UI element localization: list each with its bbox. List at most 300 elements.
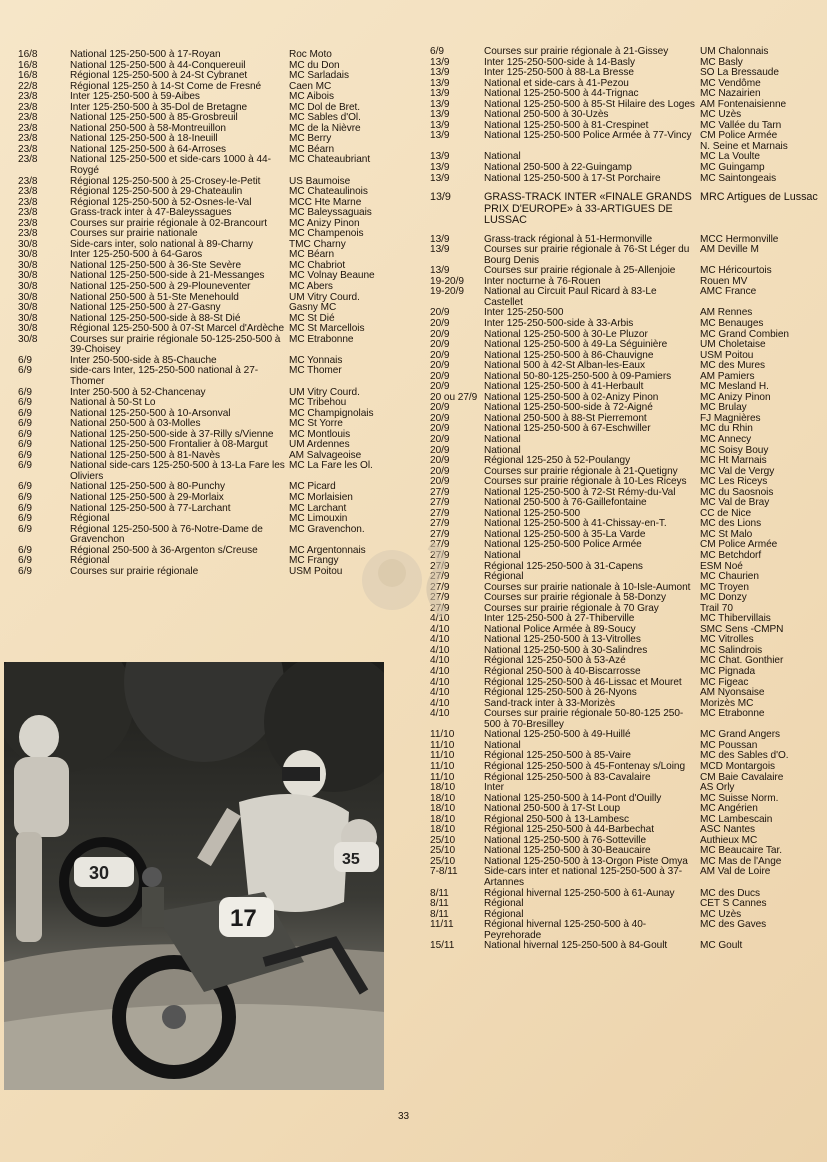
event-description: National à 50-St Lo — [70, 397, 156, 409]
event-description: Régional 125-250-500 à 24-St Cybranet — [70, 70, 248, 82]
event-date: 23/8 — [18, 133, 38, 145]
event-date: 20/9 — [430, 328, 450, 340]
event-club: MC Betchdorf — [700, 550, 762, 562]
event-club: CM Police Armée — [700, 539, 778, 551]
event-description: National 250-500 à 03-Molles — [70, 418, 201, 430]
calendar-column-left — [18, 50, 390, 577]
event-description: Inter 250-500-side à 85-Chauche — [70, 354, 217, 366]
event-club: MC du Rhin — [700, 423, 753, 435]
event-club: MCC Hte Marne — [289, 196, 362, 208]
event-club: MC Morlaisien — [289, 491, 353, 503]
event-club: MC Yonnais — [289, 354, 343, 366]
event-date: 18/10 — [430, 782, 456, 794]
event-date: 4/10 — [430, 655, 450, 667]
event-date: 4/10 — [430, 623, 450, 635]
event-description: National 125-250-500 à 30-Beaucaire — [484, 845, 651, 857]
event-club: ASC Nantes — [700, 824, 756, 836]
event-row — [430, 920, 815, 941]
event-club: MC Volnay Beaune — [289, 270, 375, 282]
event-description: National 125-250-500 à 17-St Porchaire — [484, 172, 661, 184]
event-description: Courses sur prairie régionale à 76-St Léger du Bourg Denis — [484, 244, 690, 266]
event-description: National 125-250-500 à 29-Morlaix — [70, 491, 224, 503]
event-description: Régional 125-250-500 à 45-Fontenay s/Loing — [484, 760, 686, 772]
event-description: National 125-250-500 à 81-Crespinet — [484, 119, 649, 131]
event-description: National 125-250-500 à 44-Conquereuil — [70, 59, 246, 71]
event-club: MC Angérien — [700, 803, 758, 815]
event-description: Régional 125-250-500 à 83-Cavalaire — [484, 771, 651, 783]
event-club: MC Chat. Gonthier — [700, 655, 784, 667]
event-club: MC Sarladais — [289, 70, 349, 82]
event-club: Gasny MC — [289, 302, 337, 314]
event-description: Régional 250-500 à 40-Biscarrosse — [484, 666, 641, 678]
event-description: Sand-track inter à 33-Morizès — [484, 697, 615, 709]
event-club: UM Vitry Courd. — [289, 386, 360, 398]
event-date: 13/9 — [430, 119, 450, 131]
event-row — [430, 287, 815, 308]
event-row — [18, 155, 390, 176]
event-date: 27/9 — [430, 497, 450, 509]
event-date: 13/9 — [430, 162, 450, 174]
event-club: MC St Dié — [289, 312, 335, 324]
event-row — [430, 783, 815, 794]
event-date: 25/10 — [430, 834, 456, 846]
event-description: National 125-250-500 à 14-Pont d'Ouilly — [484, 792, 662, 804]
event-date: 30/8 — [18, 238, 38, 250]
event-club: AM Nyonsaise — [700, 687, 765, 699]
event-description: National — [484, 151, 521, 163]
event-description: National 250-500 à 58-Montreuillon — [70, 122, 226, 134]
event-club: MC Suisse Norm. — [700, 792, 779, 804]
event-date: 6/9 — [18, 449, 32, 461]
event-description: National — [484, 444, 521, 456]
event-date: 20/9 — [430, 476, 450, 488]
event-date: 13/9 — [430, 98, 450, 110]
event-description: Inter 125-250-500 à 27-Thiberville — [484, 613, 635, 625]
event-description: National 125-250-500 à 85-St Hilaire des Loges — [484, 98, 695, 110]
event-club: MC Dol de Bret. — [289, 101, 361, 113]
event-description: National 125-250-500 à 30-Salindres — [484, 644, 648, 656]
event-club: MC Soisy Bouy — [700, 444, 769, 456]
event-date: 27/9 — [430, 539, 450, 551]
event-club: MC Saintongeais — [700, 172, 777, 184]
event-club: MC Champenois — [289, 228, 364, 240]
event-date: 23/8 — [18, 101, 38, 113]
event-club: MC des Ducs — [700, 887, 761, 899]
event-date: 27/9 — [430, 581, 450, 593]
event-club: MC Benauges — [700, 317, 764, 329]
event-club: MC Argentonnais — [289, 544, 366, 556]
event-club: MC Chateaubriant — [289, 154, 371, 166]
event-description: Régional 125-250-500 à 07-St Marcel d'Ardèche — [70, 323, 285, 335]
event-date: 18/10 — [430, 803, 456, 815]
event-club: MC de la Nièvre — [289, 122, 361, 134]
event-description: National 125-250-500 à 64-Arroses — [70, 143, 227, 155]
event-description: National 125-250-500 à 67-Eschwiller — [484, 423, 651, 435]
event-row — [430, 867, 815, 888]
event-date: 6/9 — [18, 428, 32, 440]
event-club: MC Troyen — [700, 581, 749, 593]
event-date: 13/9 — [430, 151, 450, 163]
event-date: 27/9 — [430, 518, 450, 530]
event-date: 18/10 — [430, 813, 456, 825]
event-description: Inter 125-250-500-side à 14-Basly — [484, 56, 635, 68]
event-row — [430, 941, 815, 952]
event-description: National 125-250-500 à 29-Plouneventer — [70, 281, 251, 293]
event-club: MC Etrabonne — [700, 708, 765, 720]
event-description: National 125-250-500 à 35-La Varde — [484, 528, 646, 540]
event-date: 16/8 — [18, 70, 38, 82]
event-description: National 125-250-500 à 77-Larchant — [70, 502, 231, 514]
bib-number-center: 17 — [230, 905, 257, 932]
event-club: Rouen MV — [700, 275, 748, 287]
event-club: MC La Voulte — [700, 151, 760, 163]
event-club: MC du Saosnois — [700, 486, 774, 498]
event-date: 30/8 — [18, 259, 38, 271]
event-club: MC St Marcellois — [289, 323, 365, 335]
event-date: 13/9 — [430, 88, 450, 100]
event-description: Régional 125-250 à 14-St Come de Fresné — [70, 80, 262, 92]
event-row — [430, 762, 815, 773]
event-date: 20/9 — [430, 402, 450, 414]
event-date: 6/9 — [18, 544, 32, 556]
event-date: 11/10 — [430, 760, 455, 772]
event-club: MC Vallée du Tarn — [700, 119, 782, 131]
event-club: CC de Nice — [700, 507, 752, 519]
event-date: 6/9 — [18, 523, 32, 535]
event-date: 27/9 — [430, 571, 450, 583]
event-row — [18, 366, 390, 387]
event-date: 4/10 — [430, 676, 450, 688]
event-date: 11/10 — [430, 739, 455, 751]
event-date: 23/8 — [18, 112, 38, 124]
event-description: National 125-250-500 à 10-Arsonval — [70, 407, 231, 419]
event-description: Régional 125-250-500 à 25-Crosey-le-Petit — [70, 175, 261, 187]
event-club: MC Anizy Pinon — [700, 391, 771, 403]
event-description: Régional 125-250-500 à 31-Capens — [484, 560, 643, 572]
event-date: 20/9 — [430, 349, 450, 361]
event-club: MC Donzy — [700, 592, 747, 604]
event-date: 27/9 — [430, 486, 450, 498]
event-club: MC Picard — [289, 481, 336, 493]
event-club: MC des Lions — [700, 518, 762, 530]
event-date: 4/10 — [430, 613, 450, 625]
event-description: National — [484, 550, 521, 562]
event-date: 20/9 — [430, 307, 450, 319]
event-club: MC Berry — [289, 133, 332, 145]
event-date: 23/8 — [18, 228, 38, 240]
event-club: MC Thibervillais — [700, 613, 771, 625]
event-date: 11/11 — [430, 919, 454, 931]
event-description: Courses sur prairie régionale à 21-Gissey — [484, 46, 669, 57]
event-date: 13/9 — [430, 233, 450, 245]
event-date: 6/9 — [18, 365, 32, 377]
event-row — [430, 709, 815, 730]
event-description: Régional 125-250 à 52-Poulangy — [484, 455, 631, 467]
event-date: 27/9 — [430, 602, 450, 614]
event-date: 30/8 — [18, 312, 38, 324]
event-row — [430, 163, 815, 174]
event-club: MC Baleyssaguais — [289, 207, 372, 219]
event-club: MC La Fare les Ol. — [289, 460, 373, 472]
event-club: AM Rennes — [700, 307, 753, 319]
event-date: 30/8 — [18, 333, 38, 345]
event-club: MC Poussan — [700, 739, 758, 751]
event-description: Inter 250-500 à 52-Chancenay — [70, 386, 206, 398]
event-date: 4/10 — [430, 687, 450, 699]
event-date: 15/11 — [430, 940, 455, 952]
event-club: MC Ht Marnais — [700, 455, 767, 467]
event-club: MC Val de Vergy — [700, 465, 775, 477]
event-description: National 125-250-500 à 72-St Rémy-du-Val — [484, 486, 676, 498]
page-number: 33 — [398, 1111, 410, 1122]
event-date: 20/9 — [430, 339, 450, 351]
watermark-logo — [352, 535, 472, 625]
event-date: 6/9 — [18, 555, 32, 567]
event-club: MC Champignolais — [289, 407, 374, 419]
event-club: UM Ardennes — [289, 439, 350, 451]
event-club: MC Annecy — [700, 434, 752, 445]
event-description: Régional — [70, 513, 110, 525]
event-date: 4/10 — [430, 634, 450, 646]
event-description: GRASS-TRACK INTER «FINALE GRANDS PRIX D'EUROPE» à 33-ARTIGUES DE LUSSAC — [484, 191, 692, 227]
event-description: National 125-250-500 à 81-Navès — [70, 449, 220, 461]
event-club: AS Orly — [700, 782, 735, 794]
event-date: 11/10 — [430, 771, 455, 783]
event-date: 23/8 — [18, 154, 38, 166]
event-club: MC Mesland H. — [700, 381, 769, 393]
event-club: MC Béarn — [289, 143, 335, 155]
event-description: Régional 125-250-500 à 44-Barbechat — [484, 824, 654, 836]
event-club: MC Guingamp — [700, 162, 765, 174]
event-description: Régional — [484, 908, 524, 920]
event-club: MC St Malo — [700, 528, 753, 540]
event-description: National 125-250-500 à 02-Anizy Pinon — [484, 391, 659, 403]
event-description: Courses sur prairie régionale — [70, 565, 199, 577]
event-description: Courses sur prairie régionale à 58-Donzy — [484, 592, 667, 604]
event-date: 30/8 — [18, 249, 38, 261]
event-date: 13/9 — [430, 67, 450, 79]
event-club: MC Thomer — [289, 365, 342, 377]
event-club: CM Police Armée — [700, 130, 778, 142]
event-date: 23/8 — [18, 122, 38, 134]
event-date: 30/8 — [18, 323, 38, 335]
event-row — [18, 525, 390, 546]
event-club: UM Vitry Courd. — [289, 291, 360, 303]
event-description: National 125-250-500 à 27-Gasny — [70, 302, 221, 314]
event-description: National 125-250-500 à 44-Trignac — [484, 88, 639, 100]
event-description: National 250-500 à 76-Gaillefontaine — [484, 497, 647, 509]
event-description: Régional 125-250-500 à 26-Nyons — [484, 687, 637, 699]
event-date: 23/8 — [18, 175, 38, 187]
event-date: 23/8 — [18, 186, 38, 198]
event-date: 6/9 — [18, 565, 32, 577]
event-club: AM Val de Loire — [700, 866, 771, 878]
event-description: Régional 250-500 à 13-Lambesc — [484, 813, 630, 825]
event-date: 8/11 — [430, 908, 449, 920]
event-date: 22/8 — [18, 80, 38, 92]
event-description: National 125-250-500 à 85-Grosbreuil — [70, 112, 238, 124]
motocross-photo — [4, 662, 384, 1090]
event-description: side-cars Inter, 125-250-500 national à 27-Thomer — [70, 365, 259, 387]
event-date: 6/9 — [18, 460, 32, 472]
event-description: Régional 125-250-500 à 85-Vaire — [484, 750, 631, 762]
event-description: Courses sur prairie régionale à 70 Gray — [484, 602, 659, 614]
event-club: MC Montlouis — [289, 428, 351, 440]
event-description: Courses sur prairie nationale — [70, 228, 198, 240]
event-club: MC Salindrois — [700, 644, 763, 656]
event-date: 30/8 — [18, 281, 38, 293]
event-date: 6/9 — [18, 354, 32, 366]
event-description: National 500 à 42-St Alban-les-Eaux — [484, 360, 645, 372]
event-club: TMC Charny — [289, 238, 346, 250]
event-club: MC Les Riceys — [700, 476, 768, 488]
event-row — [430, 551, 815, 562]
event-club: AM Pamiers — [700, 370, 755, 382]
event-club: MC Nazairien — [700, 88, 761, 100]
event-club: MRC Artigues de Lussac — [700, 191, 818, 204]
event-club: Caen MC — [289, 80, 332, 92]
event-date: 4/10 — [430, 697, 450, 709]
event-date: 20/9 — [430, 412, 450, 424]
event-date: 6/9 — [18, 386, 32, 398]
event-row — [18, 50, 390, 61]
event-date: 4/10 — [430, 708, 450, 720]
event-row — [430, 47, 815, 58]
event-row — [18, 493, 390, 504]
event-club: MC Figeac — [700, 676, 749, 688]
event-club: AM Fontenaisienne — [700, 98, 787, 110]
event-date: 18/10 — [430, 792, 456, 804]
event-club: MC Uzès — [700, 908, 742, 920]
event-date: 8/11 — [430, 898, 449, 910]
event-club: AM Deville M — [700, 244, 759, 256]
event-club: CM Baie Cavalaire — [700, 771, 784, 783]
event-description: Régional 125-250-500 à 29-Chateaulin — [70, 186, 243, 198]
event-club: Morizès MC — [700, 697, 754, 709]
event-description: National 125-250-500 à 36-Ste Sevère — [70, 259, 242, 271]
event-date: 27/9 — [430, 507, 450, 519]
event-date: 16/8 — [18, 59, 38, 71]
event-description: Courses sur prairie régionale 50-125-250-500 à 39-Choisey — [70, 333, 281, 356]
event-club: MC Aibois — [289, 91, 334, 103]
event-description: Inter 125-250-500 à 35-Dol de Bretagne — [70, 101, 248, 113]
event-description: Régional 125-250-500 à 53-Azé — [484, 655, 626, 667]
event-club: MC Etrabonne — [289, 333, 354, 345]
event-row — [18, 461, 390, 482]
event-club: MC Larchant — [289, 502, 347, 514]
event-date: 6/9 — [18, 418, 32, 430]
event-date: 4/10 — [430, 666, 450, 678]
event-date: 23/8 — [18, 196, 38, 208]
event-club: AMC France — [700, 286, 757, 298]
event-club: MC Grand Combien — [700, 328, 789, 340]
event-description: National 125-250-500 à 76-Sotteville — [484, 834, 647, 846]
event-row — [430, 174, 815, 185]
event-date: 11/10 — [430, 750, 455, 762]
event-club: MC Uzès — [700, 109, 742, 121]
event-date: 13/9 — [430, 130, 450, 142]
event-club: MC Lambescain — [700, 813, 773, 825]
event-club: MC des Mures — [700, 360, 766, 372]
event-date: 6/9 — [18, 407, 32, 419]
event-description: National 125-250-500-side à 21-Messanges — [70, 270, 265, 282]
event-description: Régional 125-250-500 à 76-Notre-Dame de Gravenchon — [70, 523, 263, 546]
event-description: National — [484, 434, 521, 445]
event-date: 4/10 — [430, 644, 450, 656]
event-row — [430, 319, 815, 330]
event-description: National 250-500 à 17-St Loup — [484, 803, 621, 815]
event-club: MC Héricourtois — [700, 265, 772, 277]
event-description: National 125-250-500 à 30-Le Pluzor — [484, 328, 648, 340]
event-club: N. Seine et Marnais — [700, 140, 788, 152]
event-description: National 125-250-500 Police Armée à 77-Vincy — [484, 130, 692, 142]
event-club: MC Grand Angers — [700, 729, 781, 741]
event-club: MC Chateaulinois — [289, 186, 368, 198]
event-date: 20/9 — [430, 423, 450, 435]
event-description: Courses sur prairie régionale à 25-Allenjoie — [484, 265, 676, 277]
event-club: USM Poitou — [289, 565, 343, 577]
event-date: 23/8 — [18, 207, 38, 219]
event-club: MC St Yorre — [289, 418, 343, 430]
event-club: ESM Noé — [700, 560, 743, 572]
event-date: 6/9 — [18, 513, 32, 525]
event-description: National 250-500 à 88-St Pierremont — [484, 412, 647, 424]
event-club: MCC Hermonville — [700, 233, 779, 245]
event-description: National 125-250-500-side à 37-Rilly s/Vienne — [70, 428, 274, 440]
event-date: 30/8 — [18, 302, 38, 314]
event-date: 23/8 — [18, 91, 38, 103]
event-description: Régional hivernal 125-250-500 à 40-Peyrehorade — [484, 919, 647, 941]
event-club: Authieux MC — [700, 834, 758, 846]
event-club: SMC Sens -CMPN — [700, 623, 784, 635]
event-row — [18, 567, 390, 578]
event-description: National hivernal 125-250-500 à 84-Goult — [484, 940, 668, 952]
event-description: Inter — [484, 782, 504, 794]
event-date: 20/9 — [430, 370, 450, 382]
event-row — [430, 191, 818, 227]
event-date: 20/9 — [430, 360, 450, 372]
event-description: Inter 125-250-500-side à 33-Arbis — [484, 317, 634, 329]
event-club: UM Chalonnais — [700, 46, 769, 57]
event-description: National 125-250-500 Frontalier à 08-Margut — [70, 439, 268, 451]
event-club: MC Limouxin — [289, 513, 348, 525]
event-date: 13/9 — [430, 56, 450, 68]
event-description: National Police Armée à 89-Soucy — [484, 623, 636, 635]
event-description: Courses sur prairie régionale 50-80-125 250-500 à 70-Bresilley — [484, 708, 684, 730]
event-row — [430, 435, 815, 446]
event-date: 6/9 — [18, 397, 32, 409]
event-description: National 125-250-500 à 41-Chissay-en-T. — [484, 518, 667, 530]
event-row — [430, 245, 815, 266]
event-date: 13/9 — [430, 244, 450, 256]
event-description: Courses sur prairie régionale à 10-Les Riceys — [484, 476, 687, 488]
event-club: MC Val de Bray — [700, 497, 770, 509]
event-description: National 125-250-500 à 86-Chauvigne — [484, 349, 654, 361]
event-date: 20/9 — [430, 455, 450, 467]
event-row — [18, 335, 390, 356]
event-description: Inter 125-250-500 à 88-La Bresse — [484, 67, 634, 79]
event-description: National 250-500 à 51-Ste Menehould — [70, 291, 239, 303]
event-club: Trail 70 — [700, 602, 733, 614]
event-club: MC Tribehou — [289, 397, 347, 409]
event-date: 7-8/11 — [430, 866, 458, 878]
bib-number-right: 35 — [342, 851, 360, 868]
event-description: Inter nocturne à 76-Rouen — [484, 275, 601, 287]
event-date: 16/8 — [18, 49, 38, 60]
event-date: 23/8 — [18, 217, 38, 229]
event-description: Side-cars inter, solo national à 89-Charny — [70, 238, 254, 250]
event-description: National 250-500 à 22-Guingamp — [484, 162, 632, 174]
